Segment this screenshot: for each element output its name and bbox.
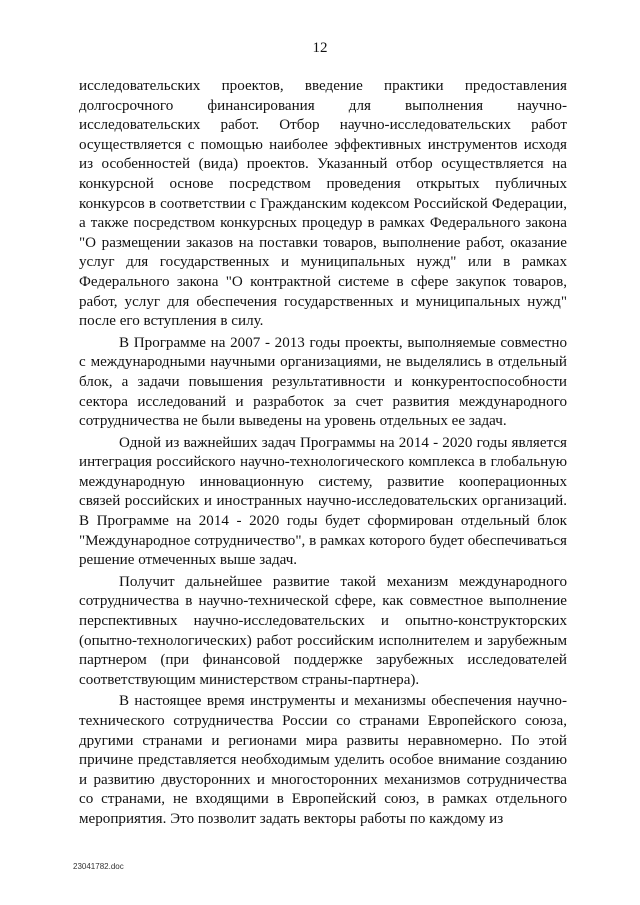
paragraph-1: исследовательских проектов, введение практики предоставления долгосрочного финансирования для выполнения научно-исследовательских работ. Отбор научно-исследовательских работ осуществляется с помощью наиболее эффективных инструментов исходя из особенностей (вида) проектов. Указанный отбор осуществляется на конкурсной основе посредством проведения открытых публичных конкурсов в соответствии с Гражданским кодексом Российской Федерации, а также посредством конкурсных процедур в рамках Федерального закона "О размещении заказов на поставки товаров, выполнение работ, оказание услуг для государственных и муниципальных нужд" или в рамках Федерального закона "О контрактной системе в сфере закупок товаров, работ, услуг для обеспечения государственных и муниципальных нужд" после его вступления в силу. — [79, 78, 567, 330]
file-name-footer: 23041782.doc — [73, 862, 124, 871]
body-text — [79, 77, 567, 830]
paragraph-4: Получит дальнейшее развитие такой механизм международного сотрудничества в научно-технической сфере, как совместное выполнение перспективных научно-исследовательских и опытно-конструкторских (опытно-технологических) работ российским исполнителем и зарубежным партнером (при финансовой поддержке зарубежных исследователей соответствующим министерством страны-партнера). — [79, 573, 567, 688]
paragraph-5: В настоящее время инструменты и механизмы обеспечения научно-технического сотрудничества России со странами Европейского союза, другими странами и регионами мира развиты неравномерно. По этой причине представляется необходимым уделить особое внимание созданию и развитию двусторонних и многосторонних механизмов сотрудничества со странами, не входящими в Европейский союз, в рамках отдельного мероприятия. Это позволит задать векторы работы по каждому из — [79, 693, 567, 827]
paragraph-3: Одной из важнейших задач Программы на 2014 - 2020 годы является интеграция российского научно-технологического комплекса в глобальную международную инновационную систему, развитие кооперационных связей российских и иностранных научно-исследовательских организаций. В Программе на 2014 - 2020 годы будет сформирован отдельный блок "Международное сотрудничество", в рамках которого будет обеспечиваться решение отмеченных выше задач. — [79, 434, 567, 569]
page-number: 12 — [312, 40, 328, 56]
paragraph-2: В Программе на 2007 - 2013 годы проекты, выполняемые совместно с международными научными организациями, не выделялись в отдельный блок, а задачи повышения результативности и конкурентоспособности сектора исследований и разработок за счет развития международного сотрудничества не были выведены на уровень отдельных ее задач. — [79, 334, 567, 430]
